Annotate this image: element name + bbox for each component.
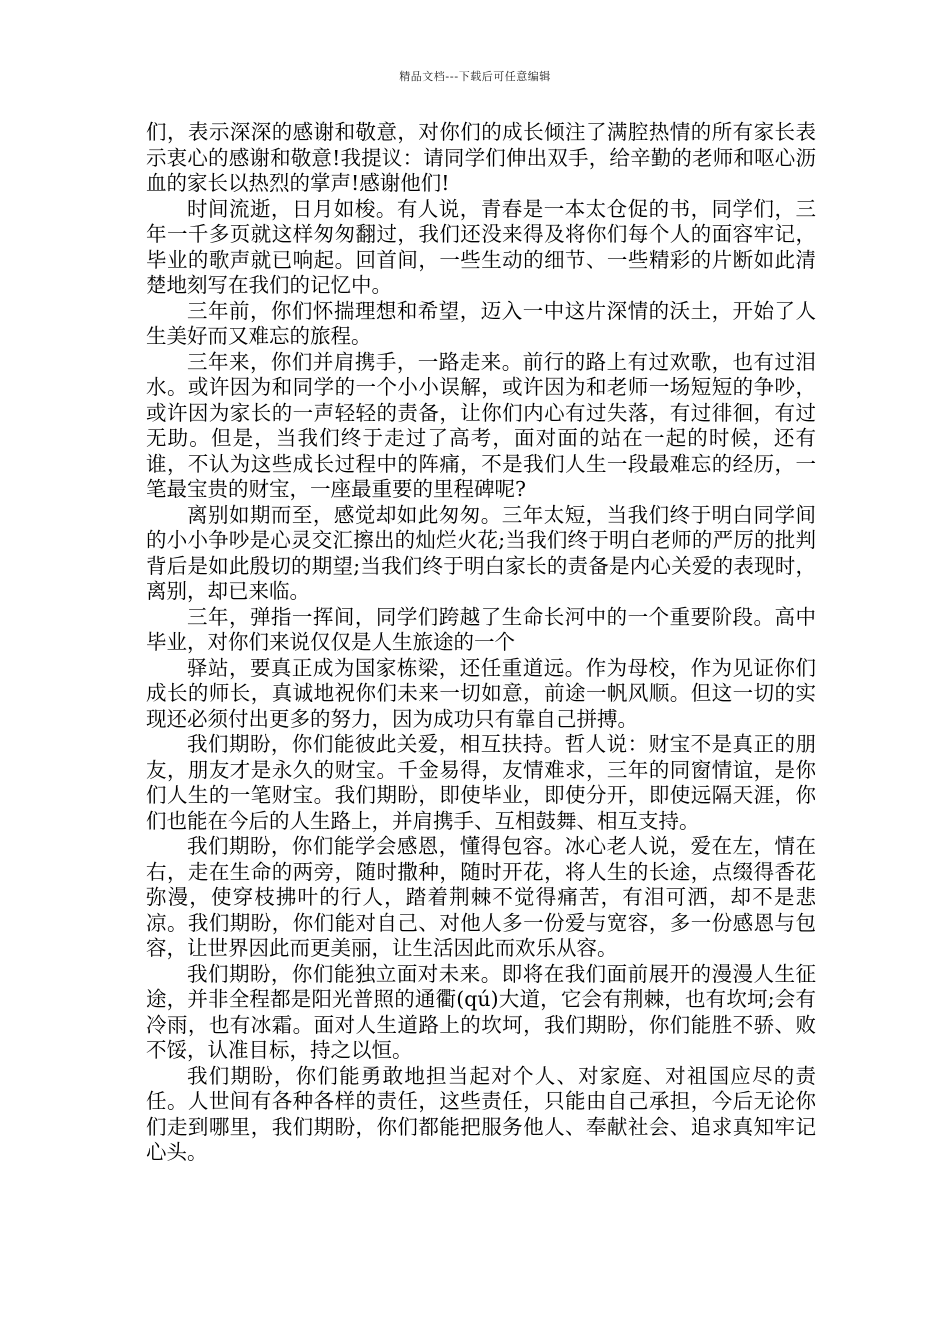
paragraph-6: 三年，弹指一挥间，同学们跨越了生命长河中的一个重要阶段。高中毕业，对你们来说仅仅是人生旅途的一个 (146, 604, 816, 654)
paragraph-11: 我们期盼，你们能勇敢地担当起对个人、对家庭、对祖国应尽的责任。人世间有各种各样的责任，这些责任，只能由自己承担，今后无论你们走到哪里，我们期盼，你们都能把服务他人、奉献社会、追求真知牢记心头。 (146, 1063, 816, 1164)
document-body (146, 120, 816, 1166)
paragraph-1: 们，表示深深的感谢和敬意，对你们的成长倾注了满腔热情的所有家长表示衷心的感谢和敬意!我提议：请同学们伸出双手，给辛勤的老师和呕心沥血的家长以热烈的掌声!感谢他们! (146, 120, 816, 195)
paragraph-2: 时间流逝，日月如梭。有人说，青春是一本太仓促的书，同学们，三年一千多页就这样匆匆翻过，我们还没来得及将你们每个人的面容牢记，毕业的歌声就已响起。回首间，一些生动的细节、一些精彩的片断如此清楚地刻写在我们的记忆中。 (146, 196, 816, 297)
page-header: 精品文档---下载后可任意编辑 (399, 70, 551, 83)
paragraph-7: 驿站，要真正成为国家栋梁，还任重道远。作为母校，作为见证你们成长的师长，真诚地祝你们未来一切如意，前途一帆风顺。但这一切的实现还必须付出更多的努力，因为成功只有靠自己拼搏。 (146, 655, 816, 731)
paragraph-9: 我们期盼，你们能学会感恩，懂得包容。冰心老人说，爱在左，情在右，走在生命的两旁，随时撒种，随时开花，将人生的长途，点缀得香花弥漫，使穿枝拂叶的行人，踏着荆棘不觉得痛苦，有泪可洒，却不是悲凉。我们期盼，你们能对自己、对他人多一份爱与宽容，多一份感恩与包容，让世界因此而更美丽，让生活因此而欢乐从容。 (146, 834, 816, 960)
paragraph-5: 离别如期而至，感觉却如此匆匆。三年太短，当我们终于明白同学间的小小争吵是心灵交汇擦出的灿烂火花;当我们终于明白老师的严厉的批判背后是如此殷切的期望;当我们终于明白家长的责备是内心关爱的表现时，离别，却已来临。 (146, 502, 816, 603)
paragraph-3: 三年前，你们怀揣理想和希望，迈入一中这片深情的沃土，开始了人生美好而又难忘的旅程。 (146, 298, 816, 348)
paragraph-8: 我们期盼，你们能彼此关爱，相互扶持。哲人说：财宝不是真正的朋友，朋友才是永久的财宝。千金易得，友情难求，三年的同窗情谊，是你们人生的一笔财宝。我们期盼，即使毕业，即使分开，即使远隔天涯，你们也能在今后的人生路上，并肩携手、互相鼓舞、相互支持。 (146, 732, 816, 833)
paragraph-10: 我们期盼，你们能独立面对未来。即将在我们面前展开的漫漫人生征途，并非全程都是阳光普照的通衢(qú)大道，它会有荆棘，也有坎坷;会有冷雨，也有冰霜。面对人生道路上的坎坷，我们期盼，你们能胜不骄、败不馁，认准目标，持之以恒。 (146, 961, 816, 1062)
paragraph-4: 三年来，你们并肩携手，一路走来。前行的路上有过欢歌，也有过泪水。或许因为和同学的一个小小误解，或许因为和老师一场短短的争吵，或许因为家长的一声轻轻的责备，让你们内心有过失落，有过徘徊，有过无助。但是，当我们终于走过了高考，面对面的站在一起的时候，还有谁，不认为这些成长过程中的阵痛，不是我们人生一段最难忘的经历，一笔最宝贵的财宝，一座最重要的里程碑呢? (146, 349, 816, 501)
